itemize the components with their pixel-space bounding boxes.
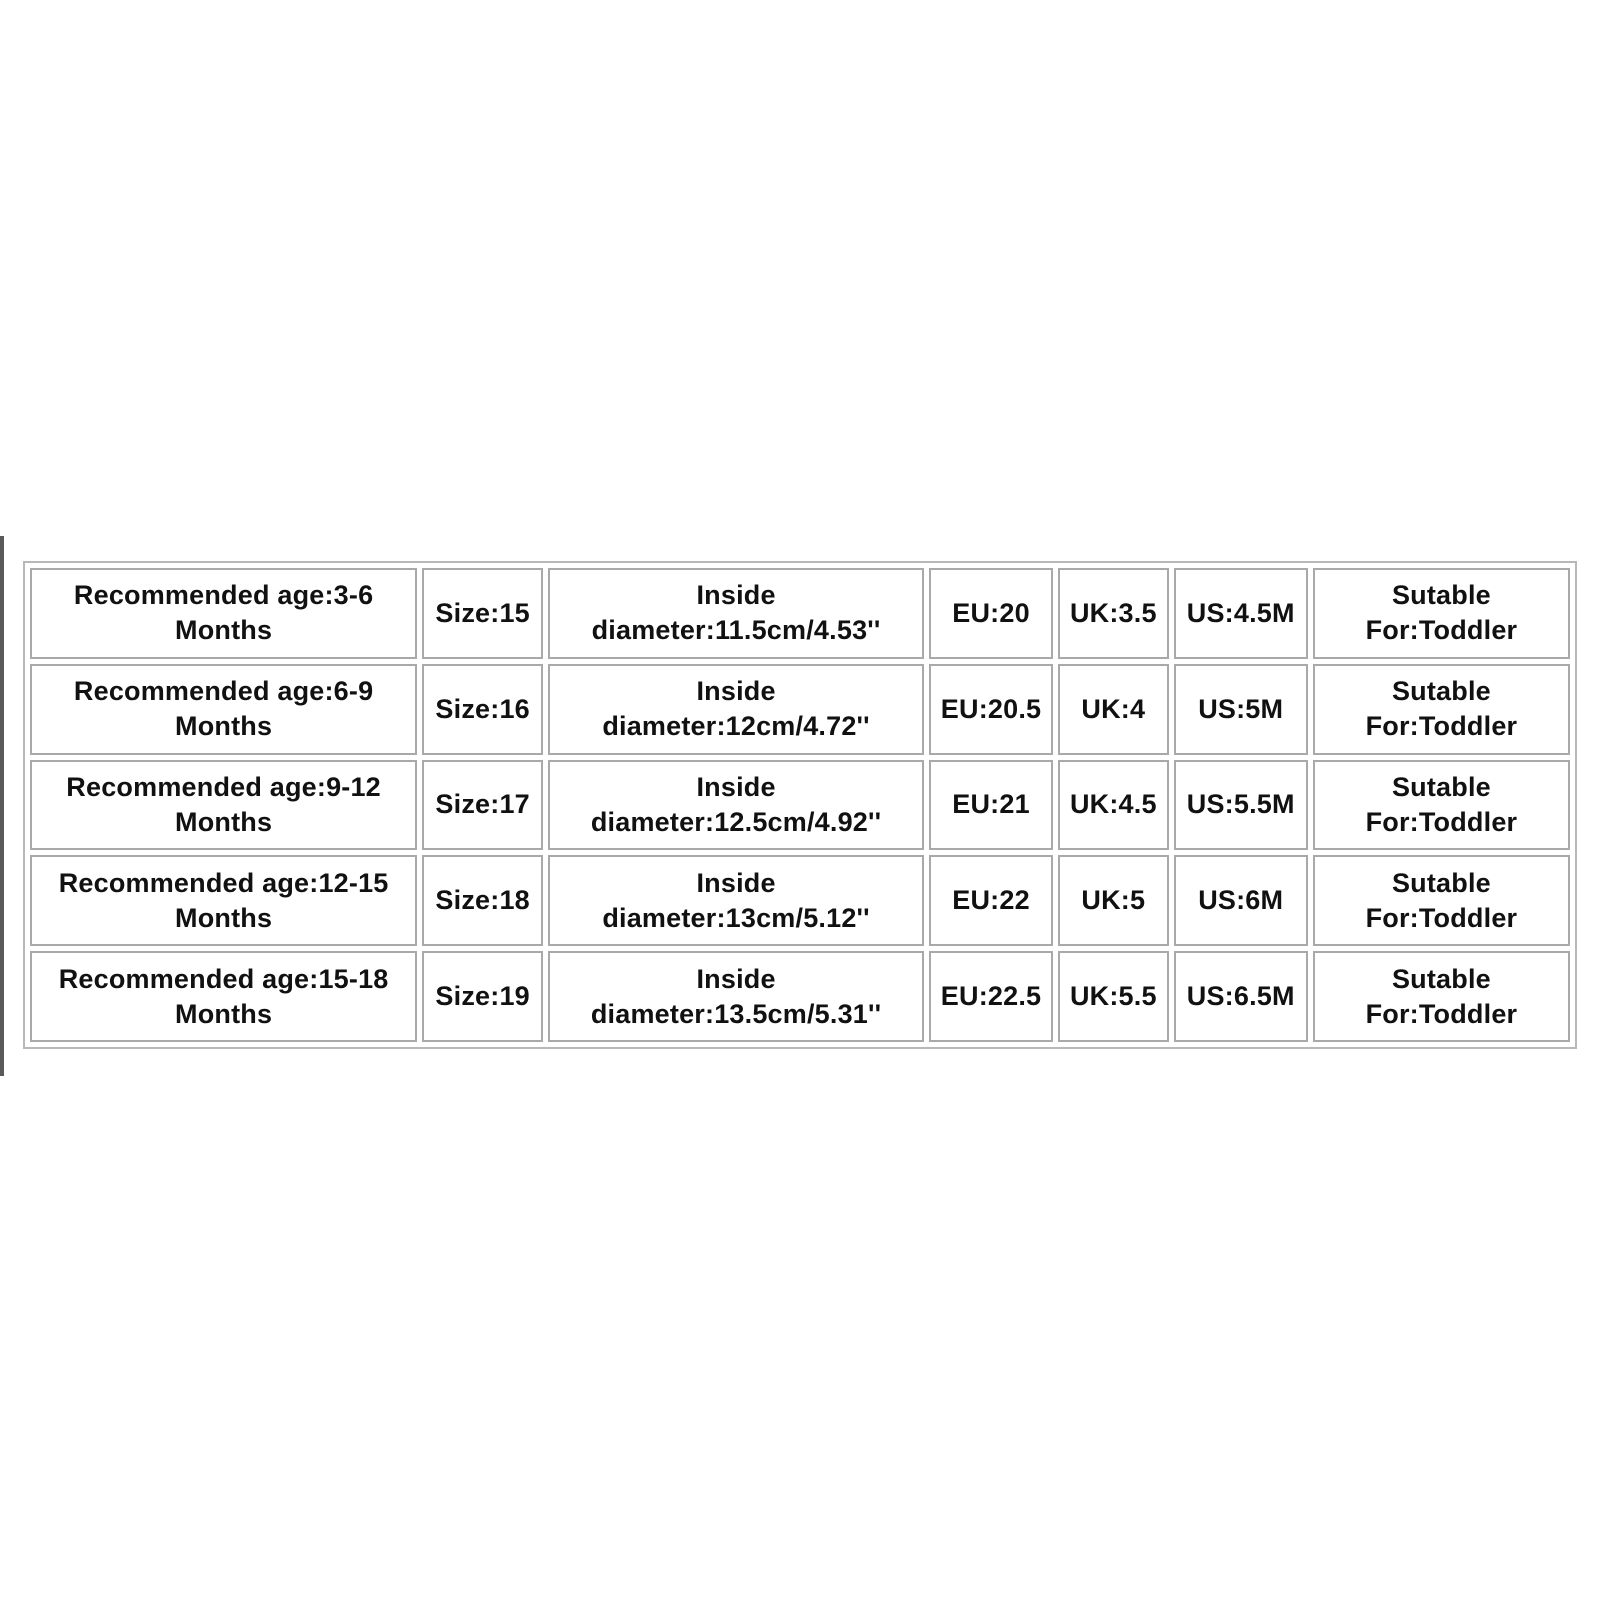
- age-cell: [30, 855, 417, 946]
- left-edge-divider: [0, 536, 4, 1076]
- table-row: [30, 951, 1570, 1042]
- eu-size-cell: EU:21: [929, 760, 1053, 851]
- suitable-label: Sutable: [1391, 867, 1491, 898]
- diameter-value: diameter:13cm/5.12'': [602, 902, 870, 933]
- eu-size-cell: EU:22: [929, 855, 1053, 946]
- diameter-label: Inside: [696, 867, 776, 898]
- size-cell: Size:15: [422, 568, 543, 659]
- suitable-cell: [1313, 760, 1570, 851]
- uk-size-cell: UK:4: [1058, 664, 1169, 755]
- diameter-cell: [548, 568, 924, 659]
- eu-size-cell: EU:22.5: [929, 951, 1053, 1042]
- diameter-label: Inside: [696, 676, 776, 707]
- age-cell: [30, 568, 417, 659]
- size-chart: [23, 561, 1577, 1049]
- suitable-value: For:Toddler: [1365, 806, 1518, 837]
- diameter-cell: [548, 951, 924, 1042]
- uk-size-cell: UK:4.5: [1058, 760, 1169, 851]
- suitable-label: Sutable: [1391, 771, 1491, 802]
- diameter-cell: [548, 855, 924, 946]
- table-row: [30, 568, 1570, 659]
- size-cell: Size:17: [422, 760, 543, 851]
- suitable-label: Sutable: [1391, 676, 1491, 707]
- diameter-label: Inside: [696, 771, 776, 802]
- table-row: [30, 760, 1570, 851]
- diameter-cell: [548, 760, 924, 851]
- table-row: [30, 664, 1570, 755]
- size-chart-table: [25, 563, 1575, 1047]
- size-cell: Size:18: [422, 855, 543, 946]
- size-cell: Size:16: [422, 664, 543, 755]
- size-chart-body: [30, 568, 1570, 1042]
- age-unit-text: Months: [175, 806, 273, 837]
- eu-size-cell: EU:20.5: [929, 664, 1053, 755]
- size-cell: Size:19: [422, 951, 543, 1042]
- age-unit-text: Months: [175, 615, 273, 646]
- us-size-cell: US:6.5M: [1174, 951, 1308, 1042]
- table-row: [30, 855, 1570, 946]
- age-text: Recommended age:15-18: [58, 963, 389, 994]
- age-unit-text: Months: [175, 902, 273, 933]
- diameter-value: diameter:12.5cm/4.92'': [590, 806, 882, 837]
- age-unit-text: Months: [175, 711, 273, 742]
- us-size-cell: US:5.5M: [1174, 760, 1308, 851]
- age-text: Recommended age:3-6: [73, 580, 374, 611]
- eu-size-cell: EU:20: [929, 568, 1053, 659]
- diameter-value: diameter:13.5cm/5.31'': [590, 998, 882, 1029]
- suitable-cell: [1313, 664, 1570, 755]
- diameter-value: diameter:11.5cm/4.53'': [591, 615, 881, 646]
- suitable-cell: [1313, 568, 1570, 659]
- suitable-value: For:Toddler: [1365, 998, 1518, 1029]
- age-text: Recommended age:6-9: [73, 676, 374, 707]
- suitable-value: For:Toddler: [1365, 902, 1518, 933]
- age-cell: [30, 664, 417, 755]
- age-cell: [30, 760, 417, 851]
- uk-size-cell: UK:5: [1058, 855, 1169, 946]
- diameter-label: Inside: [696, 963, 776, 994]
- suitable-cell: [1313, 951, 1570, 1042]
- diameter-value: diameter:12cm/4.72'': [602, 711, 870, 742]
- age-cell: [30, 951, 417, 1042]
- diameter-label: Inside: [696, 580, 776, 611]
- uk-size-cell: UK:3.5: [1058, 568, 1169, 659]
- us-size-cell: US:4.5M: [1174, 568, 1308, 659]
- us-size-cell: US:5M: [1174, 664, 1308, 755]
- suitable-value: For:Toddler: [1365, 711, 1518, 742]
- suitable-label: Sutable: [1391, 580, 1491, 611]
- age-text: Recommended age:9-12: [66, 771, 381, 802]
- age-text: Recommended age:12-15: [58, 867, 389, 898]
- diameter-cell: [548, 664, 924, 755]
- suitable-label: Sutable: [1391, 963, 1491, 994]
- suitable-cell: [1313, 855, 1570, 946]
- age-unit-text: Months: [175, 998, 273, 1029]
- suitable-value: For:Toddler: [1365, 615, 1518, 646]
- uk-size-cell: UK:5.5: [1058, 951, 1169, 1042]
- us-size-cell: US:6M: [1174, 855, 1308, 946]
